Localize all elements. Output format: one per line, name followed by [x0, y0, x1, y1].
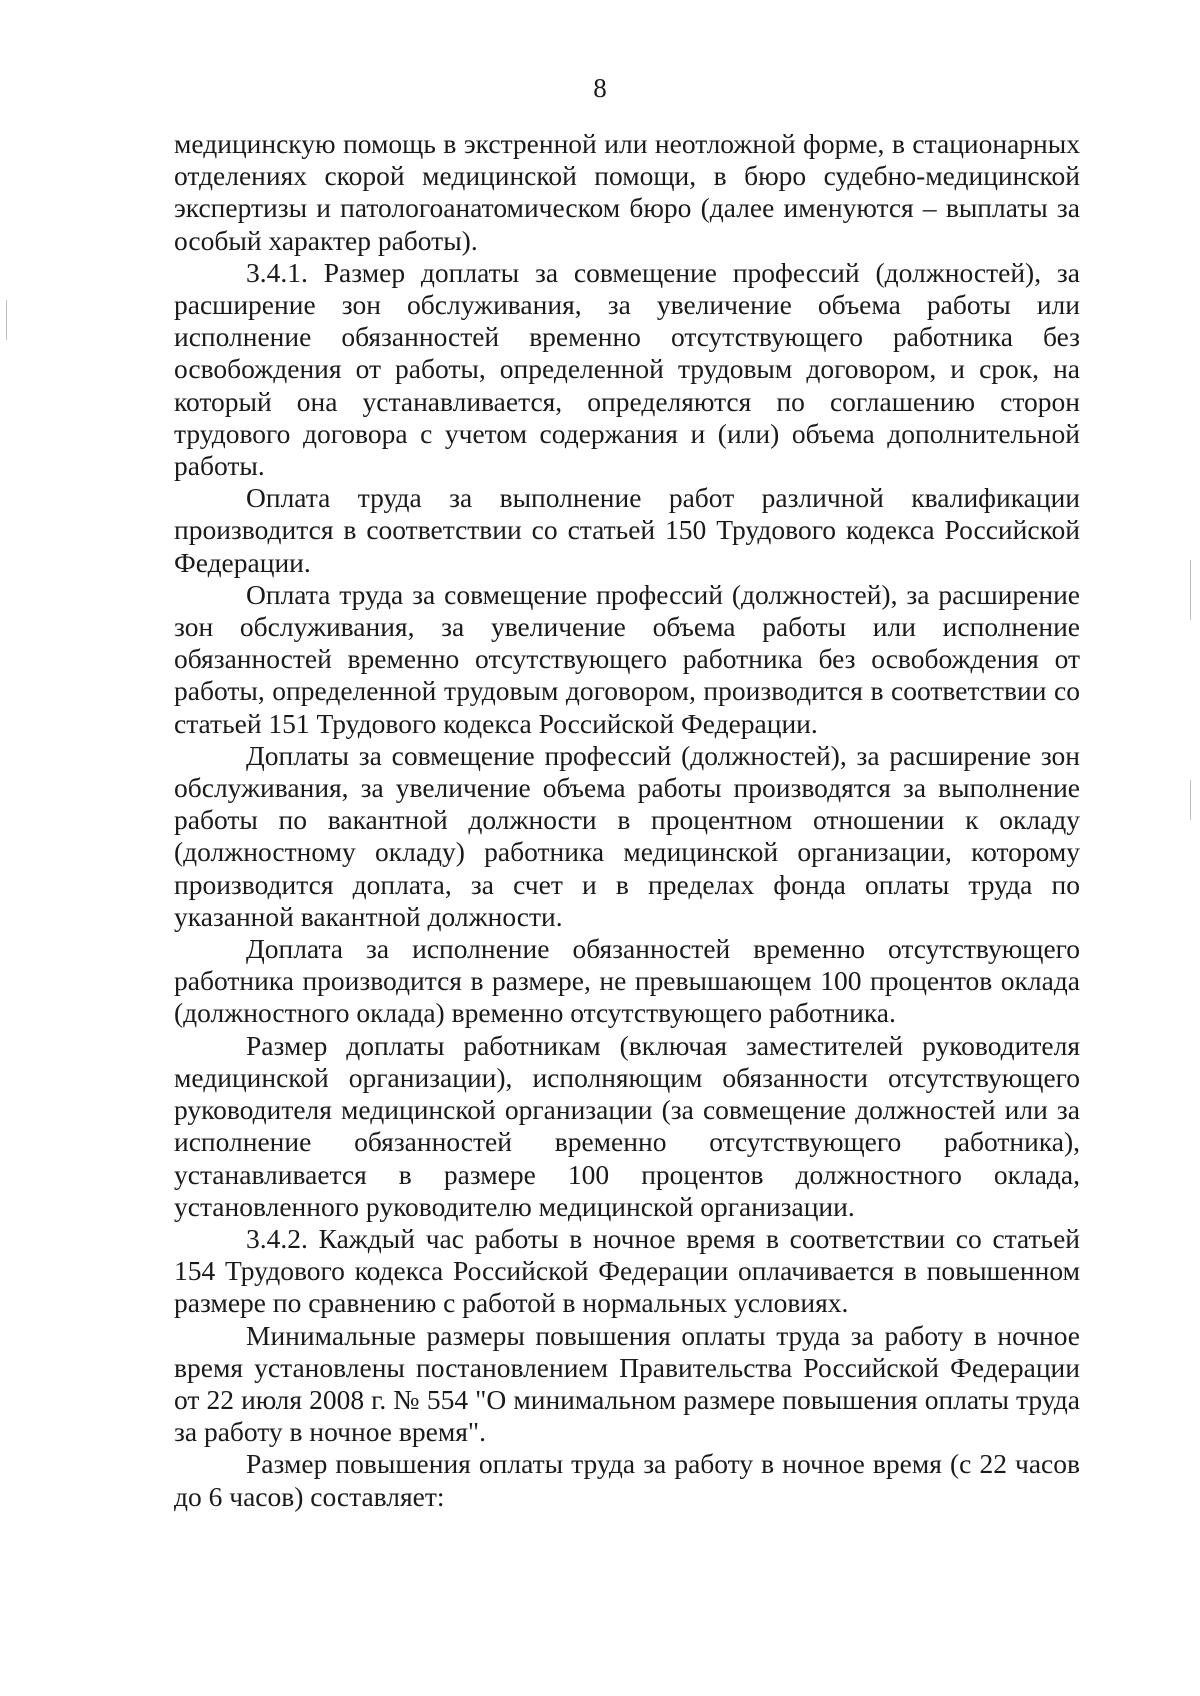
paragraph-acting-head: Размер доплаты работникам (включая заместителей руководителя медицинской организации), исполняющим обязанности отсутствующего руководителя медицинской организации (за совмещение должностей или за исполнение обязанностей временно отсутствующего работника), устанавливается в размере 100 процентов должностного оклада, установленного руководителю медицинской организации. — [174, 1029, 1080, 1222]
scan-edge-mark — [1190, 560, 1191, 620]
paragraph-continuation: медицинскую помощь в экстренной или неотложной форме, в стационарных отделениях скорой медицинской помощи, в бюро судебно-медицинской экспертизы и патологоанатомическом бюро (далее именуются – выплаты за особый характер работы). — [174, 128, 1080, 256]
paragraph-absent-employee: Доплата за исполнение обязанностей временно отсутствующего работника производится в размере, не превышающем 100 процентов оклада (должностного оклада) временно отсутствующего работника. — [174, 933, 1080, 1029]
paragraph-vacant-position: Доплаты за совмещение профессий (должностей), за расширение зон обслуживания, за увеличение объема работы производятся за выполнение работы по вакантной должности в процентном отношении к окладу (должностному окладу) работника медицинской организации, которому производится доплата, за счет и в пределах фонда оплаты труда по указанной вакантной должности. — [174, 739, 1080, 932]
page-number: 8 — [593, 73, 607, 103]
paragraph-article-150: Оплата труда за выполнение работ различной квалификации производится в соответствии со статьей 150 Трудового кодекса Российской Федерации. — [174, 482, 1080, 578]
paragraph-article-151: Оплата труда за совмещение профессий (должностей), за расширение зон обслуживания, за увеличение объема работы или исполнение обязанностей временно отсутствующего работника без освобождения от работы, определенной трудовым договором, производится в соответствии со статьей 151 Трудового кодекса Российской Федерации. — [174, 578, 1080, 739]
scan-edge-mark — [6, 300, 7, 340]
paragraph-3-4-2: 3.4.2. Каждый час работы в ночное время в соответствии со статьей 154 Трудового кодекса Российской Федерации оплачивается в повышенном размере по сравнению с работой в нормальных условиях. — [174, 1222, 1080, 1319]
paragraph-3-4-1: 3.4.1. Размер доплаты за совмещение профессий (должностей), за расширение зон обслуживания, за увеличение объема работы или исполнение обязанностей временно отсутствующего работника без освобождения от работы, определенной трудовым договором, и срок, на который она устанавливается, определяются по соглашению сторон трудового договора с учетом содержания и (или) объема дополнительной работы. — [174, 256, 1080, 482]
paragraph-night-rate: Размер повышения оплаты труда за работу в ночное время (с 22 часов до 6 часов) составляет: — [174, 1448, 1080, 1512]
paragraph-resolution-554: Минимальные размеры повышения оплаты труда за работу в ночное время установлены постановлением Правительства Российской Федерации от 22 июля 2008 г. № 554 "О минимальном размере повышения оплаты труда за работу в ночное время". — [174, 1319, 1080, 1448]
document-body — [174, 128, 1080, 1513]
scan-edge-mark — [1190, 780, 1191, 820]
